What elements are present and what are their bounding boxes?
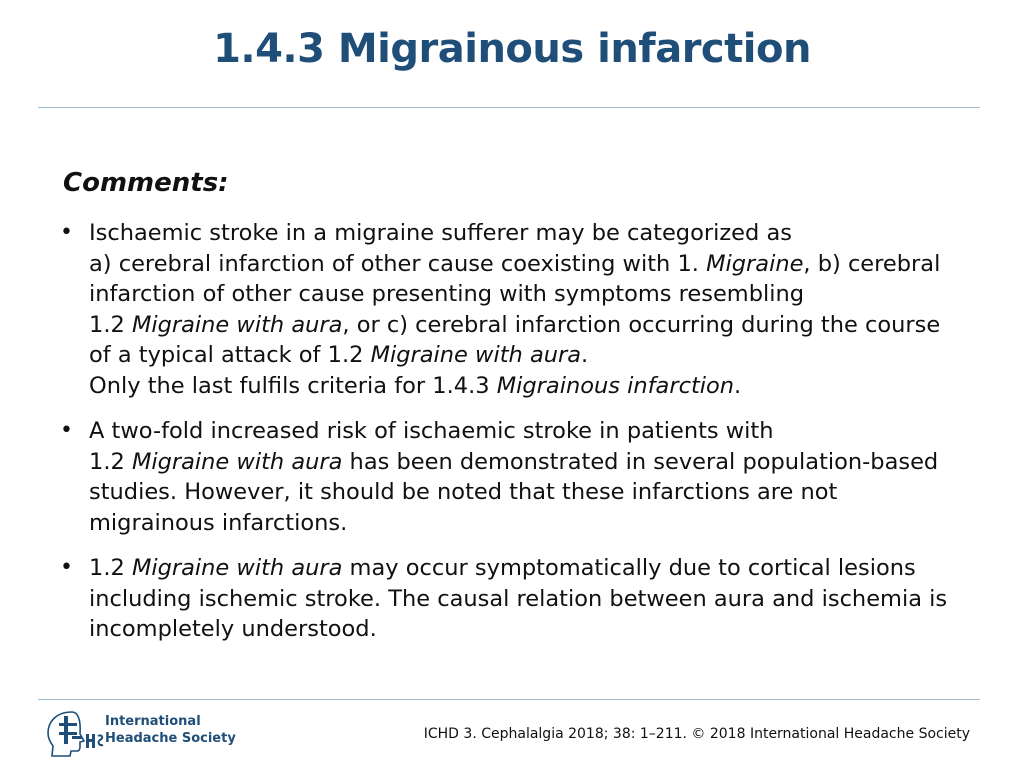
bullet-line — [89, 218, 978, 249]
italic-term: Migraine with aura — [131, 555, 343, 581]
logo-line-2: Headache Society — [105, 731, 236, 746]
bullet-line — [89, 614, 978, 645]
text-run: of a typical attack of 1.2 — [89, 342, 371, 368]
text-run: including ischemic stroke. The causal relation between aura and ischemia is — [89, 585, 948, 612]
text-run: Ischaemic stroke in a migraine sufferer may be categorized as — [89, 220, 792, 246]
text-run: infarction of other cause presenting with symptoms resembling — [89, 281, 805, 307]
ihs-logo-text — [105, 713, 236, 747]
italic-term: Migraine with aura — [370, 342, 582, 368]
bullet-item — [58, 553, 978, 645]
slide-title: 1.4.3 Migrainous infarction — [213, 26, 811, 72]
text-run: . — [581, 342, 589, 368]
bullet-item — [58, 218, 978, 401]
text-run: a) cerebral infarction of other cause coexisting with 1. — [89, 250, 707, 277]
text-run: studies. However, it should be noted that these infarctions are not — [89, 479, 838, 505]
italic-term: Migraine with aura — [131, 311, 343, 338]
bullet-line — [89, 340, 978, 371]
bullet-line — [89, 416, 978, 447]
text-run: 1.2 — [89, 448, 132, 475]
title-divider — [38, 107, 980, 108]
text-run: A two-fold increased risk of ischaemic stroke in patients with — [89, 418, 774, 444]
bullet-line — [89, 249, 978, 280]
citation: ICHD 3. Cephalalgia 2018; 38: 1–211. © 2018 International Headache Society — [423, 726, 970, 742]
comments-heading: Comments: — [63, 168, 229, 198]
bullet-item — [58, 416, 978, 538]
bullet-line — [89, 553, 978, 584]
text-run: has been demonstrated in several population-based — [342, 448, 939, 475]
bullet-line — [89, 477, 978, 508]
italic-term: Migraine with aura — [131, 448, 343, 475]
text-run: 1.2 — [89, 555, 132, 581]
bullet-line — [89, 508, 978, 539]
bullet-line — [89, 279, 978, 310]
text-run: incompletely understood. — [89, 616, 377, 642]
comments-bullet-list — [58, 218, 978, 660]
text-run: 1.2 — [89, 311, 132, 338]
italic-term: Migraine — [706, 250, 804, 277]
bullet-line — [89, 310, 978, 341]
logo-line-1: International — [105, 714, 201, 729]
italic-term: Migrainous infarction — [496, 372, 735, 399]
text-run: . — [734, 372, 742, 399]
ihs-head-profile-icon — [42, 708, 106, 760]
bullet-line — [89, 371, 978, 402]
text-run: Only the last fulfils criteria for 1.4.3 — [89, 372, 497, 399]
text-run: may occur symptomatically due to cortical lesions — [342, 555, 916, 581]
text-run: , b) cerebral — [803, 250, 941, 277]
bullet-line — [89, 584, 978, 615]
text-run: , or c) cerebral infarction occurring during the course — [342, 311, 941, 338]
text-run: migrainous infarctions. — [89, 509, 348, 536]
footer-divider — [38, 699, 980, 700]
bullet-line — [89, 447, 978, 478]
